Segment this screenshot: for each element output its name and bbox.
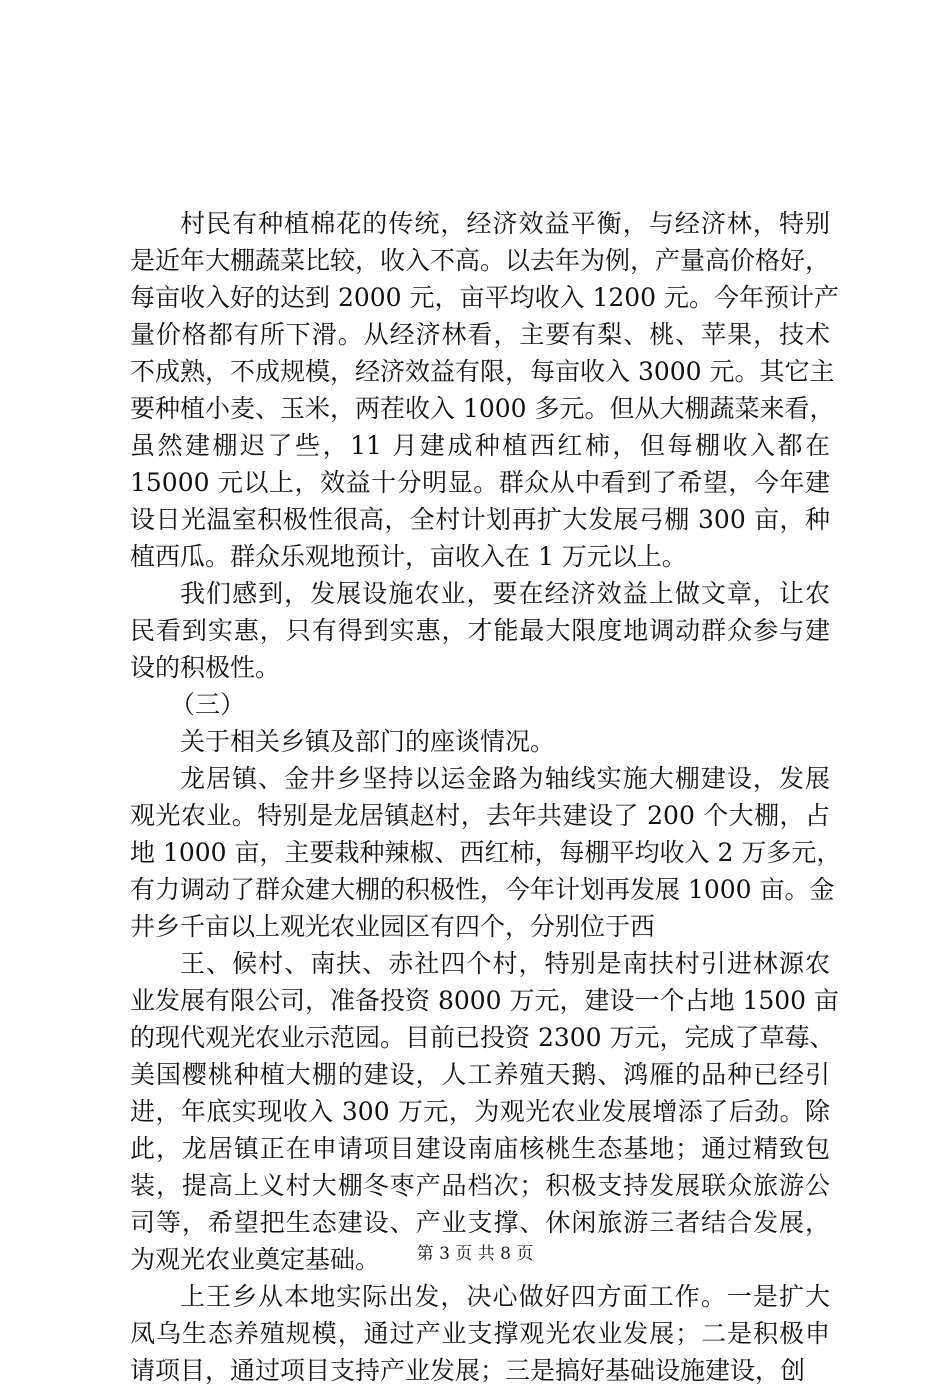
text-line: 观光农业。特别是龙居镇赵村，去年共建设了 200 个大棚，占 xyxy=(130,801,830,830)
text-line: （三） xyxy=(170,690,246,719)
page-footer: 第 3 页 共 8 页 xyxy=(416,1244,534,1264)
text-line: 地 1000 亩，主要栽种辣椒、西红柿，每棚平均收入 2 万多元， xyxy=(130,838,842,867)
text-line: 上王乡从本地实际出发，决心做好四方面工作。一是扩大 xyxy=(180,1282,830,1311)
text-line: 我们感到，发展设施农业，要在经济效益上做文章，让农 xyxy=(180,579,830,608)
text-line: 是近年大棚蔬菜比较，收入不高。以去年为例，产量高价格好， xyxy=(130,246,831,275)
text-line: 关于相关乡镇及部门的座谈情况。 xyxy=(180,727,556,756)
paragraph xyxy=(130,575,830,686)
text-line: 司等，希望把生态建设、产业支撑、休闲旅游三者结合发展， xyxy=(130,1208,830,1237)
text-line: 王、候村、南扶、赤社四个村，特别是南扶村引进林源农 xyxy=(180,949,830,978)
text-line: 不成熟，不成规模，经济效益有限，每亩收入 3000 元。其它主 xyxy=(130,357,835,386)
text-line: 15000 元以上，效益十分明显。群众从中看到了希望，今年建 xyxy=(130,468,830,497)
text-line: 此，龙居镇正在申请项目建设南庙核桃生态基地；通过精致包 xyxy=(130,1134,830,1163)
text-line: 虽然建棚迟了些，11 月建成种植西红柿，但每棚收入都在 xyxy=(130,431,830,460)
text-line: 民看到实惠，只有得到实惠，才能最大限度地调动群众参与建 xyxy=(130,616,830,645)
text-line: 要种植小麦、玉米，两茬收入 1000 多元。但从大棚蔬菜来看， xyxy=(130,394,835,423)
text-line: 进，年底实现收入 300 万元，为观光农业发展增添了后劲。除 xyxy=(130,1097,830,1126)
text-line: 凤乌生态养殖规模，通过产业支撑观光农业发展；二是积极申 xyxy=(130,1319,830,1348)
paragraph xyxy=(130,1278,830,1389)
text-line: 美国樱桃种植大棚的建设，人工养殖天鹅、鸿雁的品种已经引 xyxy=(130,1060,830,1089)
text-line: 为观光农业奠定基础。 xyxy=(130,1245,381,1274)
text-line: 的现代观光农业示范园。目前已投资 2300 万元，完成了草莓、 xyxy=(130,1023,835,1052)
text-line: 量价格都有所下滑。从经济林看，主要有梨、桃、苹果，技术 xyxy=(130,320,830,349)
text-line: 村民有种植棉花的传统，经济效益平衡，与经济林，特别 xyxy=(180,209,830,238)
paragraph xyxy=(130,945,840,1278)
paragraph xyxy=(130,205,840,575)
text-line: 井乡千亩以上观光农业园区有四个，分别位于西 xyxy=(130,912,656,941)
paragraph xyxy=(130,686,830,723)
paragraph xyxy=(130,760,842,945)
text-line: 植西瓜。群众乐观地预计，亩收入在 1 万元以上。 xyxy=(130,542,687,571)
text-line: 设的积极性。 xyxy=(130,653,281,682)
text-line: 有力调动了群众建大棚的积极性，今年计划再发展 1000 亩。金 xyxy=(130,875,835,904)
text-line: 业发展有限公司，准备投资 8000 万元，建设一个占地 1500 亩 xyxy=(130,986,840,1015)
text-line: 装，提高上义村大棚冬枣产品档次；积极支持发展联众旅游公 xyxy=(130,1171,830,1200)
text-line: 请项目，通过项目支持产业发展；三是搞好基础设施建设，创 xyxy=(130,1356,806,1385)
text-line: 每亩收入好的达到 2000 元，亩平均收入 1200 元。今年预计产 xyxy=(130,283,840,312)
body-text xyxy=(130,205,842,1389)
paragraph xyxy=(130,723,830,760)
text-line: 龙居镇、金井乡坚持以运金路为轴线实施大棚建设，发展 xyxy=(180,764,830,793)
text-line: 设日光温室积极性很高，全村计划再扩大发展弓棚 300 亩，种 xyxy=(130,505,830,534)
